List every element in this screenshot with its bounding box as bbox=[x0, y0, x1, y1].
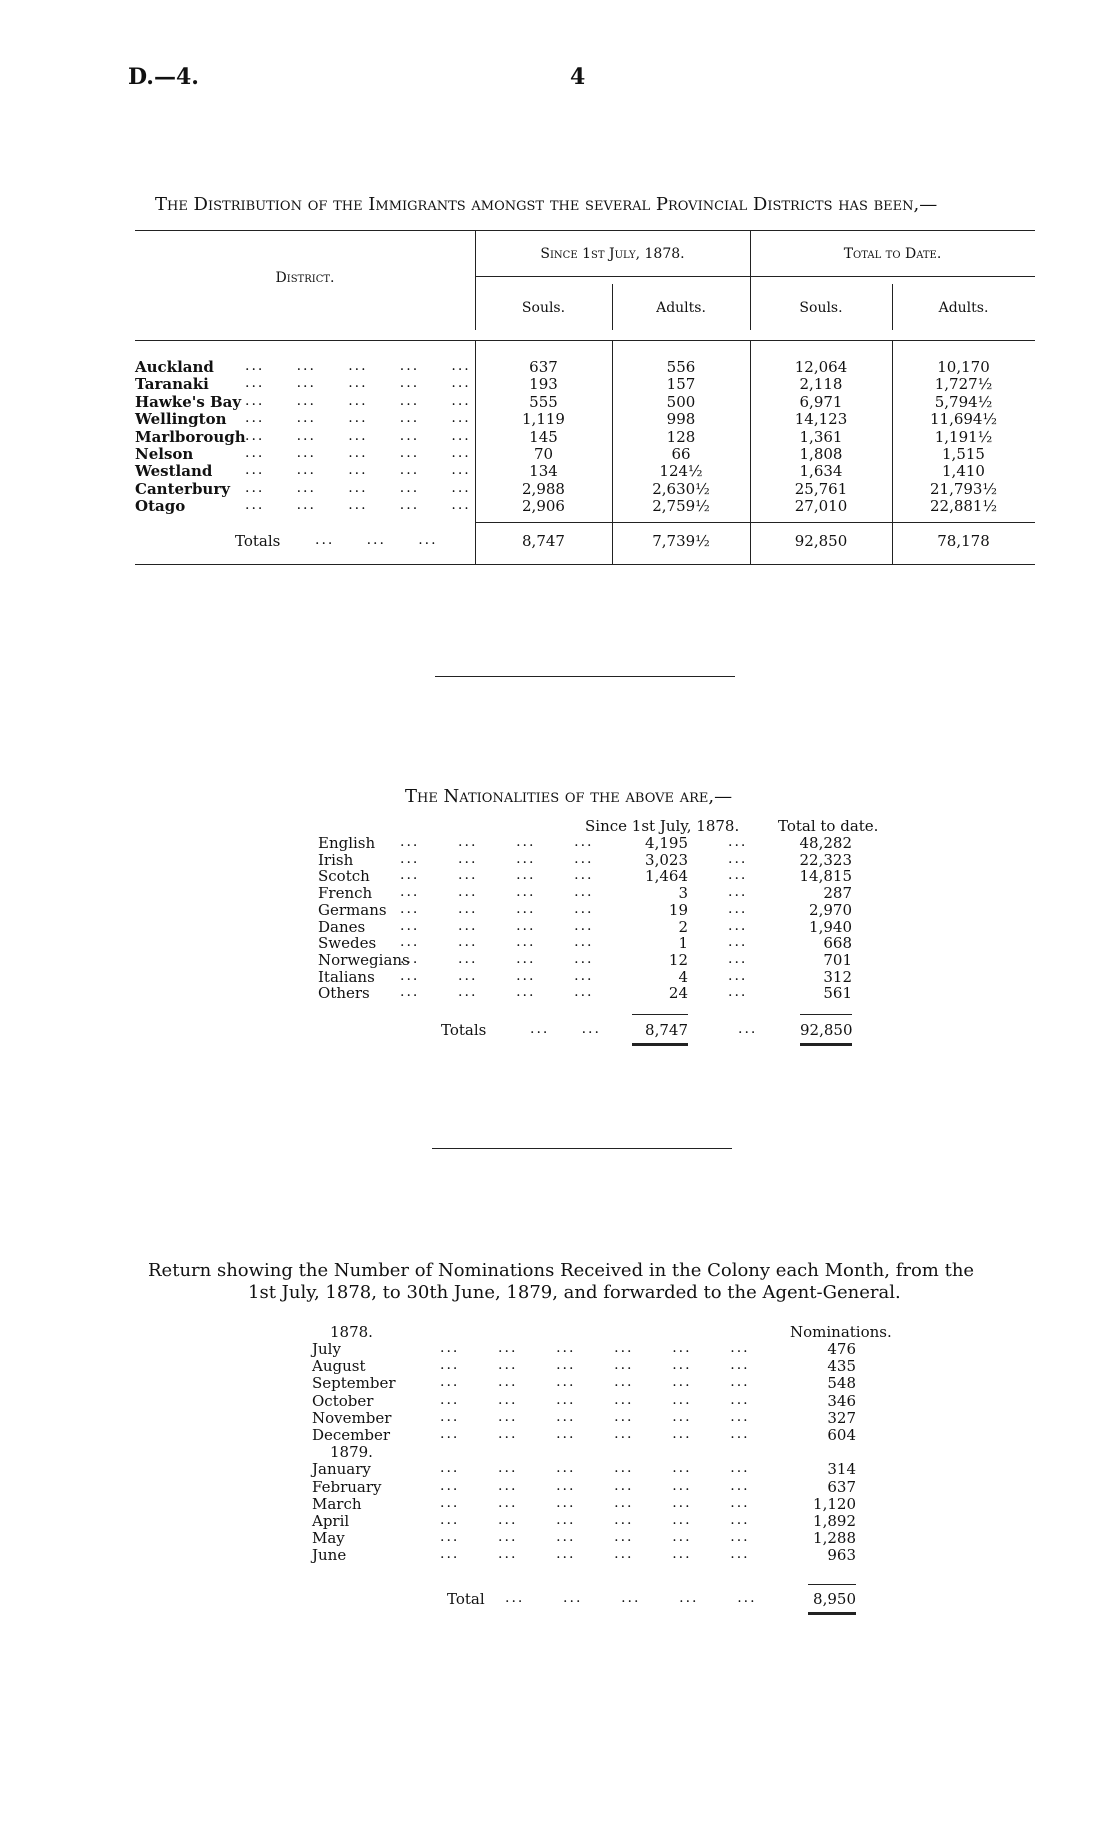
since-adults-cell: 128 bbox=[666, 427, 696, 446]
nominations-value: 1,120 bbox=[813, 1494, 856, 1513]
leader-dots: ... bbox=[728, 984, 748, 1001]
district-name: Taranaki bbox=[135, 375, 209, 394]
leader-dots: ... bbox=[728, 950, 748, 967]
nominations-value: 327 bbox=[827, 1408, 856, 1427]
return-total-dots: ... ... ... ... ... bbox=[505, 1590, 757, 1606]
district-column-header: District. bbox=[275, 270, 335, 286]
leader-dots: ... ... ... ... ... ... bbox=[440, 1512, 750, 1528]
since-adults-cell: 66 bbox=[671, 445, 691, 463]
table-bottom-rule bbox=[135, 564, 1035, 565]
return-sum-rule bbox=[808, 1584, 856, 1585]
table-col-divider bbox=[892, 340, 893, 564]
nationalities-total-sum-rule bbox=[800, 1014, 852, 1015]
district-name: Hawke's Bay bbox=[135, 392, 242, 411]
month-label: April bbox=[312, 1512, 350, 1530]
total-adults-header: Adults. bbox=[938, 300, 989, 316]
totals-label: Totals bbox=[235, 532, 281, 550]
nominations-value: 346 bbox=[827, 1391, 856, 1410]
nationality-since: 2 bbox=[678, 917, 688, 936]
nominations-value: 1,288 bbox=[813, 1529, 856, 1548]
return-heading-line1: Return showing the Number of Nominations Received in the Colony each Month, from the bbox=[148, 1260, 975, 1281]
total-souls-cell: 1,808 bbox=[799, 445, 843, 463]
district-name: Marlborough bbox=[135, 427, 246, 446]
leader-dots: ... ... ... ... bbox=[400, 867, 594, 884]
leader-dots: ... ... ... ... ... bbox=[245, 427, 471, 444]
month-label: January bbox=[312, 1460, 371, 1479]
distribution-heading: The Distribution of the Immigrants amongst the several Provincial Districts has been,— bbox=[155, 194, 938, 215]
total-adults-cell: 21,793½ bbox=[929, 479, 998, 498]
leader-dots: ... bbox=[728, 884, 748, 901]
month-label: August bbox=[312, 1357, 366, 1376]
total-adults-cell: 1,727½ bbox=[934, 375, 993, 394]
total-adults-cell: 5,794½ bbox=[934, 392, 993, 411]
nationalities-totals-since: 8,747 bbox=[645, 1021, 688, 1039]
section-divider bbox=[435, 676, 735, 677]
totals-total-adults: 78,178 bbox=[937, 532, 990, 550]
since-souls-cell: 2,988 bbox=[522, 479, 565, 498]
total-souls-cell: 27,010 bbox=[794, 497, 848, 516]
district-name: Otago bbox=[135, 497, 186, 516]
leader-dots: ... ... ... ... bbox=[400, 917, 594, 934]
nationality-total: 561 bbox=[823, 984, 852, 1003]
return-year-1879: 1879. bbox=[330, 1443, 373, 1462]
return-double-rule bbox=[808, 1612, 856, 1615]
nationality-total: 668 bbox=[823, 934, 852, 953]
totals-since-adults: 7,739½ bbox=[652, 532, 710, 550]
nationalities-totals-dots: ... bbox=[738, 1021, 758, 1037]
leader-dots: ... ... ... ... ... bbox=[245, 358, 471, 374]
since-adults-header: Adults. bbox=[656, 300, 706, 316]
nationality-name: Norwegians bbox=[318, 950, 410, 969]
nationalities-since-sum-rule bbox=[632, 1014, 688, 1015]
total-souls-cell: 1,634 bbox=[799, 462, 843, 481]
month-label: February bbox=[312, 1477, 382, 1496]
page-reference: D.—4. bbox=[128, 64, 199, 90]
leader-dots: ... ... ... ... ... ... bbox=[440, 1357, 750, 1374]
since-souls-cell: 555 bbox=[529, 392, 558, 411]
return-heading-line2: 1st July, 1878, to 30th June, 1879, and forwarded to the Agent-General. bbox=[248, 1282, 901, 1303]
leader-dots: ... ... ... ... ... bbox=[245, 410, 471, 427]
nationality-name: Germans bbox=[318, 900, 387, 919]
total-souls-cell: 12,064 bbox=[794, 358, 848, 376]
total-adults-cell: 11,694½ bbox=[929, 410, 998, 429]
nationality-total: 2,970 bbox=[809, 900, 852, 919]
month-label: September bbox=[312, 1374, 396, 1393]
page-number: 4 bbox=[570, 64, 586, 90]
since-souls-cell: 637 bbox=[529, 358, 558, 376]
leader-dots: ... bbox=[728, 834, 748, 850]
leader-dots: ... ... ... ... bbox=[400, 884, 594, 901]
leader-dots: ... ... ... ... bbox=[400, 950, 594, 967]
nationality-since: 24 bbox=[668, 984, 688, 1003]
leader-dots: ... ... ... ... ... ... bbox=[440, 1426, 750, 1442]
since-souls-cell: 193 bbox=[529, 375, 558, 394]
table-col-divider bbox=[475, 340, 476, 564]
totals-since-souls: 8,747 bbox=[522, 532, 565, 550]
leader-dots: ... ... ... ... ... ... bbox=[440, 1529, 750, 1546]
nationality-since: 12 bbox=[668, 950, 688, 969]
month-label: June bbox=[312, 1546, 347, 1565]
leader-dots: ... ... ... ... bbox=[400, 934, 594, 951]
leader-dots: ... ... ... ... ... ... bbox=[440, 1494, 750, 1511]
nationality-since: 19 bbox=[668, 900, 688, 919]
month-label: October bbox=[312, 1391, 374, 1410]
nominations-value: 476 bbox=[827, 1340, 856, 1358]
section-divider bbox=[432, 1148, 732, 1149]
month-label: March bbox=[312, 1494, 362, 1513]
nationality-name: Swedes bbox=[318, 934, 377, 953]
leader-dots: ... ... ... ... ... ... bbox=[440, 1408, 750, 1425]
since-souls-cell: 145 bbox=[529, 427, 558, 446]
district-name: Canterbury bbox=[135, 479, 230, 498]
nationality-name: French bbox=[318, 884, 373, 903]
month-label: December bbox=[312, 1426, 391, 1444]
leader-dots: ... ... ... ... bbox=[400, 900, 594, 917]
leader-dots: ... bbox=[728, 850, 748, 867]
nominations-value: 435 bbox=[827, 1357, 856, 1376]
totals-leader-dots: ... ... ... bbox=[315, 532, 438, 548]
leader-dots: ... ... ... ... ... ... bbox=[440, 1374, 750, 1391]
since-souls-header: Souls. bbox=[521, 300, 566, 316]
nationality-name: Italians bbox=[318, 967, 375, 986]
leader-dots: ... ... ... ... ... ... bbox=[440, 1391, 750, 1408]
nominations-value: 314 bbox=[827, 1460, 856, 1479]
leader-dots: ... ... ... ... ... bbox=[245, 392, 471, 409]
leader-dots: ... bbox=[728, 917, 748, 934]
nationalities-since-header: Since 1st July, 1878. bbox=[585, 817, 740, 835]
since-souls-cell: 134 bbox=[529, 462, 558, 481]
since-column-header: Since 1st July, 1878. bbox=[540, 246, 685, 262]
since-adults-cell: 157 bbox=[666, 375, 696, 394]
since-souls-cell: 70 bbox=[533, 445, 554, 463]
nationalities-total-double-rule bbox=[800, 1043, 852, 1046]
total-adults-cell: 1,410 bbox=[942, 462, 985, 481]
nationalities-since-double-rule bbox=[632, 1043, 688, 1046]
leader-dots: ... ... ... ... ... ... bbox=[440, 1546, 750, 1563]
total-column-header: Total to Date. bbox=[843, 246, 942, 262]
totals-rule bbox=[475, 522, 1035, 523]
since-souls-cell: 1,119 bbox=[522, 410, 565, 429]
return-total-label: Total bbox=[447, 1590, 485, 1608]
since-adults-cell: 2,630½ bbox=[652, 479, 710, 498]
total-adults-cell: 22,881½ bbox=[929, 497, 998, 516]
table-top-rule bbox=[135, 230, 1035, 231]
nominations-value: 963 bbox=[827, 1546, 856, 1565]
nationalities-heading: The Nationalities of the above are,— bbox=[405, 786, 733, 807]
nationality-name: Others bbox=[318, 984, 370, 1003]
total-souls-cell: 14,123 bbox=[794, 410, 848, 429]
nationality-since: 3 bbox=[678, 884, 688, 903]
leader-dots: ... bbox=[728, 900, 748, 917]
nominations-value: 1,892 bbox=[813, 1512, 856, 1530]
total-souls-header: Souls. bbox=[799, 300, 843, 316]
district-name: Westland bbox=[135, 462, 213, 481]
leader-dots: ... ... ... ... ... ... bbox=[440, 1477, 750, 1494]
distribution-table bbox=[135, 230, 1035, 570]
table-subheader-rule bbox=[475, 276, 1035, 277]
nationality-since: 1 bbox=[678, 934, 688, 953]
return-total-value: 8,950 bbox=[813, 1590, 856, 1608]
nationality-name: Scotch bbox=[318, 867, 370, 886]
totals-total-souls: 92,850 bbox=[794, 532, 848, 550]
leader-dots: ... bbox=[728, 967, 748, 984]
nationality-total: 22,323 bbox=[799, 850, 852, 869]
nationality-since: 3,023 bbox=[645, 850, 688, 869]
nationality-since: 1,464 bbox=[645, 867, 688, 886]
nationality-total: 312 bbox=[823, 967, 852, 986]
leader-dots: ... ... ... ... ... ... bbox=[440, 1460, 750, 1477]
nominations-value: 604 bbox=[827, 1426, 856, 1444]
leader-dots: ... ... ... ... ... bbox=[245, 462, 471, 479]
leader-dots: ... ... ... ... ... ... bbox=[440, 1340, 750, 1356]
leader-dots: ... ... ... ... ... bbox=[245, 445, 471, 461]
nominations-column-header: Nominations. bbox=[790, 1323, 892, 1341]
nationality-since: 4,195 bbox=[645, 834, 688, 852]
nationality-total: 701 bbox=[823, 950, 852, 969]
leader-dots: ... ... ... ... bbox=[400, 834, 594, 850]
nationality-since: 4 bbox=[678, 967, 688, 986]
nationalities-totals-label: Totals bbox=[441, 1021, 487, 1039]
total-adults-cell: 1,515 bbox=[942, 445, 985, 463]
table-header-rule bbox=[135, 340, 1035, 341]
leader-dots: ... ... ... ... ... bbox=[245, 479, 471, 496]
total-souls-cell: 25,761 bbox=[794, 479, 848, 498]
district-name: Wellington bbox=[135, 410, 227, 429]
nationality-total: 1,940 bbox=[809, 917, 852, 936]
since-adults-cell: 2,759½ bbox=[652, 497, 710, 516]
month-label: May bbox=[312, 1529, 345, 1548]
nationality-total: 14,815 bbox=[799, 867, 852, 886]
nationalities-totals-dots: ... ... bbox=[530, 1021, 601, 1037]
since-souls-cell: 2,906 bbox=[522, 497, 565, 516]
leader-dots: ... bbox=[728, 934, 748, 951]
leader-dots: ... bbox=[728, 867, 748, 884]
total-souls-cell: 6,971 bbox=[799, 392, 843, 411]
total-souls-cell: 1,361 bbox=[799, 427, 843, 446]
since-adults-cell: 500 bbox=[666, 392, 696, 411]
nationality-name: Irish bbox=[318, 850, 354, 869]
leader-dots: ... ... ... ... bbox=[400, 967, 594, 984]
table-col-divider bbox=[750, 340, 751, 564]
return-heading bbox=[148, 1260, 1028, 1304]
nationalities-total-header: Total to date. bbox=[778, 817, 879, 835]
nationality-name: English bbox=[318, 834, 376, 852]
nationality-total: 48,282 bbox=[799, 834, 852, 852]
total-souls-cell: 2,118 bbox=[799, 375, 843, 394]
nominations-value: 548 bbox=[827, 1374, 856, 1393]
return-year-1878: 1878. bbox=[330, 1323, 373, 1341]
district-name: Nelson bbox=[135, 445, 194, 463]
since-adults-cell: 124½ bbox=[659, 462, 703, 481]
month-label: November bbox=[312, 1408, 392, 1427]
leader-dots: ... ... ... ... bbox=[400, 850, 594, 867]
leader-dots: ... ... ... ... bbox=[400, 984, 594, 1001]
table-col-divider bbox=[612, 340, 613, 564]
nationality-name: Danes bbox=[318, 917, 366, 936]
nationality-total: 287 bbox=[823, 884, 852, 903]
leader-dots: ... ... ... ... ... bbox=[245, 497, 471, 514]
total-adults-cell: 1,191½ bbox=[934, 427, 993, 446]
total-adults-cell: 10,170 bbox=[937, 358, 990, 376]
month-label: July bbox=[312, 1340, 341, 1358]
leader-dots: ... ... ... ... ... bbox=[245, 375, 471, 392]
district-name: Auckland bbox=[135, 358, 214, 376]
since-adults-cell: 556 bbox=[666, 358, 696, 376]
since-adults-cell: 998 bbox=[666, 410, 696, 429]
nationalities-totals-total: 92,850 bbox=[800, 1021, 853, 1039]
nominations-value: 637 bbox=[827, 1477, 856, 1496]
